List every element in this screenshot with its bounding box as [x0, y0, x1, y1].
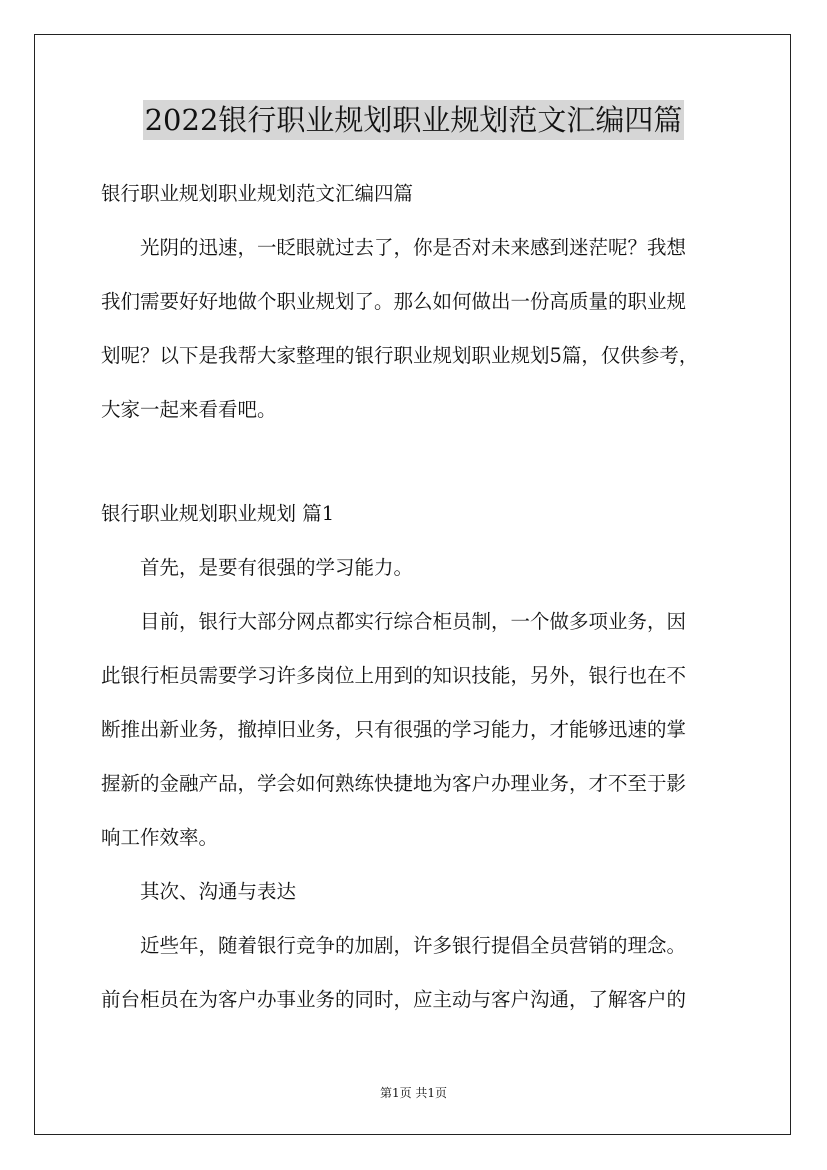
point-2-heading: 其次、沟通与表达: [140, 880, 297, 903]
document-subtitle: 银行职业规划职业规划范文汇编四篇: [101, 182, 414, 205]
intro-line-1: 光阴的迅速，一眨眼就过去了，你是否对未来感到迷茫呢？我想: [140, 236, 687, 259]
title-wrap: [0, 100, 827, 140]
page-footer: 第1页 共1页: [379, 1086, 448, 1100]
para1-line-3: 断推出新业务，撤掉旧业务，只有很强的学习能力，才能够迅速的掌: [101, 718, 687, 741]
para1-line-5: 响工作效率。: [101, 826, 219, 849]
point-1-heading: 首先，是要有很强的学习能力。: [140, 556, 414, 579]
intro-line-2: 我们需要好好地做个职业规划了。那么如何做出一份高质量的职业规: [101, 290, 687, 313]
para2-line-1: 近些年，随着银行竞争的加剧，许多银行提倡全员营销的理念。: [140, 934, 687, 957]
para1-line-1: 目前，银行大部分网点都实行综合柜员制，一个做多项业务，因: [140, 610, 687, 633]
para1-line-4: 握新的金融产品，学会如何熟练快捷地为客户办理业务，才不至于影: [101, 772, 687, 795]
intro-line-4: 大家一起来看看吧。: [101, 398, 277, 421]
para1-line-2: 此银行柜员需要学习许多岗位上用到的知识技能，另外，银行也在不: [101, 664, 687, 687]
document-title: 2022银行职业规划职业规划范文汇编四篇: [143, 100, 685, 140]
section-heading: 银行职业规划职业规划 篇1: [101, 502, 335, 525]
intro-line-3: 划呢？以下是我帮大家整理的银行职业规划职业规划5篇，仅供参考，: [101, 344, 699, 367]
document-body: [101, 172, 731, 1032]
section-gap: [101, 442, 731, 492]
para2-line-2: 前台柜员在为客户办事业务的同时，应主动与客户沟通，了解客户的: [101, 988, 687, 1011]
